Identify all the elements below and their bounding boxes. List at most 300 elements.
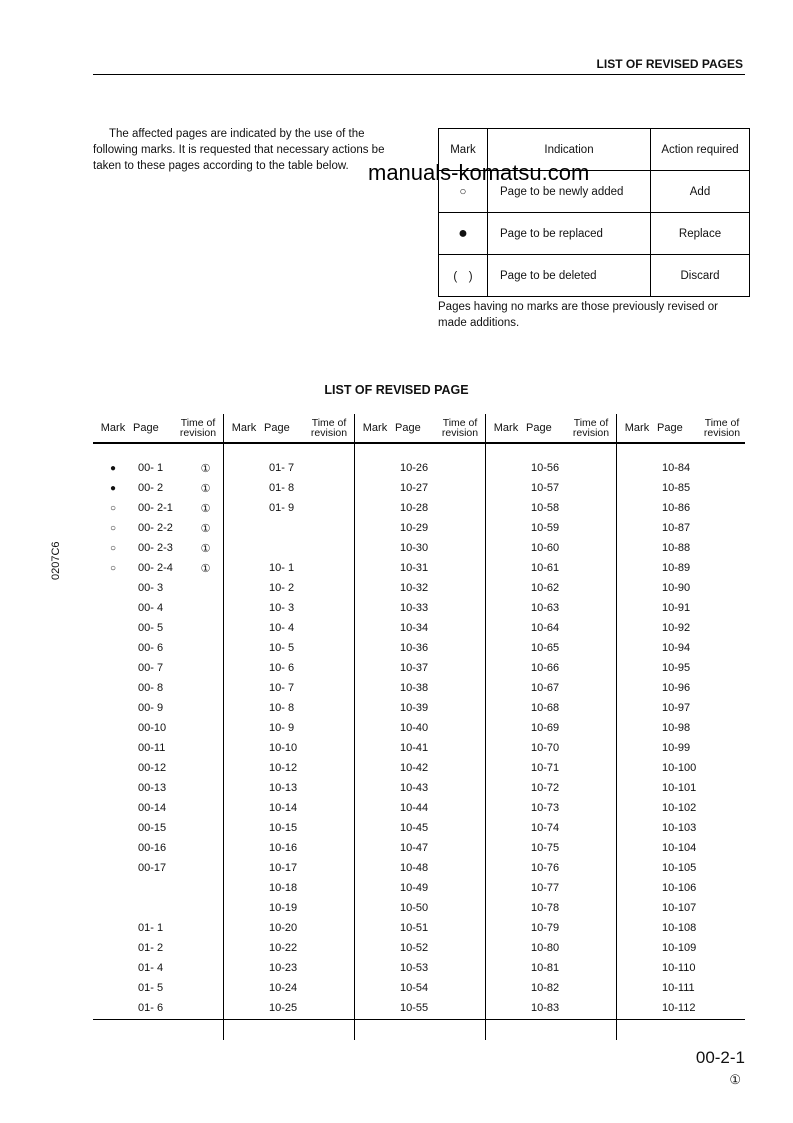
header-mark: Mark <box>493 422 519 434</box>
row-page: 00- 2-2 <box>138 522 173 534</box>
row-page: 10-87 <box>662 522 691 534</box>
row-page: 10-78 <box>531 902 560 914</box>
table-row <box>93 538 223 558</box>
table-row <box>486 678 616 698</box>
row-page: 10-91 <box>662 602 691 614</box>
table-row <box>486 958 616 978</box>
row-page: 10-14 <box>269 802 298 814</box>
row-page: 10- 1 <box>269 562 295 574</box>
row-page: 10-102 <box>662 802 697 814</box>
column-header <box>354 414 485 442</box>
table-row <box>355 758 485 778</box>
marks-table <box>438 128 750 297</box>
row-page: 01- 2 <box>138 942 164 954</box>
row-page: 10-39 <box>400 702 429 714</box>
table-row <box>224 878 354 898</box>
row-page: 10-53 <box>400 962 429 974</box>
row-page: 10- 6 <box>269 662 295 674</box>
row-page: 10-74 <box>531 822 560 834</box>
row-mark: ○ <box>109 522 117 534</box>
table-row <box>355 518 485 538</box>
row-page: 10-31 <box>400 562 429 574</box>
row-page: 10-107 <box>662 902 697 914</box>
row-page: 00- 7 <box>138 662 164 674</box>
table-row <box>224 978 354 998</box>
mark-action: Replace <box>651 213 750 255</box>
table-row <box>486 638 616 658</box>
table-row <box>93 738 223 758</box>
column-header <box>485 414 616 442</box>
row-page: 01- 4 <box>138 962 164 974</box>
row-page: 10-24 <box>269 982 298 994</box>
table-row <box>486 538 616 558</box>
page-column <box>223 444 354 1040</box>
table-row <box>617 458 747 478</box>
row-page: 10-98 <box>662 722 691 734</box>
row-page: 10-94 <box>662 642 691 654</box>
table-row <box>617 478 747 498</box>
table-row <box>355 818 485 838</box>
table-row <box>617 778 747 798</box>
table-row <box>486 618 616 638</box>
row-page: 00- 5 <box>138 622 164 634</box>
column-header <box>223 414 354 442</box>
table-row <box>224 958 354 978</box>
row-page: 10-18 <box>269 882 298 894</box>
row-page: 10-63 <box>531 602 560 614</box>
table-row <box>355 558 485 578</box>
table-row <box>224 618 354 638</box>
table-row <box>486 818 616 838</box>
column-header <box>616 414 747 442</box>
side-code: 0207C6 <box>50 541 62 580</box>
row-mark: ● <box>109 462 117 474</box>
table-row <box>93 818 223 838</box>
table-row <box>93 998 223 1018</box>
table-row <box>224 838 354 858</box>
table-row <box>617 878 747 898</box>
table-row <box>355 658 485 678</box>
mark-indication: Page to be newly added <box>488 171 651 213</box>
table-row <box>224 738 354 758</box>
row-page: 00- 9 <box>138 702 164 714</box>
row-page: 00- 8 <box>138 682 164 694</box>
revised-pages-grid <box>93 414 745 1040</box>
table-row <box>486 878 616 898</box>
table-row <box>93 758 223 778</box>
table-row <box>355 998 485 1018</box>
table-row <box>93 718 223 738</box>
table-row <box>355 578 485 598</box>
table-row <box>93 978 223 998</box>
row-page: 10-103 <box>662 822 697 834</box>
table-row <box>93 638 223 658</box>
row-page: 10-86 <box>662 502 691 514</box>
row-page: 10-70 <box>531 742 560 754</box>
grid-body <box>93 444 745 1040</box>
table-row <box>224 678 354 698</box>
table-row <box>224 998 354 1018</box>
header-page: Page <box>395 422 421 434</box>
header-page: Page <box>657 422 683 434</box>
row-page: 10-68 <box>531 702 560 714</box>
table-row <box>93 458 223 478</box>
table-row <box>93 918 223 938</box>
row-page: 10-75 <box>531 842 560 854</box>
mark-symbol: ( ) <box>439 255 488 297</box>
table-row <box>355 478 485 498</box>
row-page: 00-13 <box>138 782 167 794</box>
table-row <box>93 678 223 698</box>
row-page: 10-71 <box>531 762 560 774</box>
row-page: 10-34 <box>400 622 429 634</box>
row-page: 10-100 <box>662 762 697 774</box>
table-row <box>617 858 747 878</box>
table-row <box>93 658 223 678</box>
mark-symbol: ○ <box>439 171 488 213</box>
row-mark: ○ <box>109 542 117 554</box>
table-row <box>355 838 485 858</box>
row-page: 10-72 <box>531 782 560 794</box>
row-revision: ① <box>200 482 211 495</box>
header-time: Time of revision <box>703 417 741 439</box>
table-row <box>486 598 616 618</box>
table-row <box>486 478 616 498</box>
table-row <box>617 918 747 938</box>
table-row <box>355 738 485 758</box>
row-page: 10-32 <box>400 582 429 594</box>
row-page: 10-26 <box>400 462 429 474</box>
row-page: 10-76 <box>531 862 560 874</box>
row-page: 10-47 <box>400 842 429 854</box>
table-row <box>224 758 354 778</box>
header-time: Time of revision <box>310 417 348 439</box>
row-page: 00- 6 <box>138 642 164 654</box>
column-header <box>93 414 223 442</box>
marks-header-indication: Indication <box>488 129 651 171</box>
row-page: 01- 5 <box>138 982 164 994</box>
table-row <box>224 818 354 838</box>
mark-action: Add <box>651 171 750 213</box>
row-page: 10-40 <box>400 722 429 734</box>
table-row <box>486 558 616 578</box>
row-page: 10-109 <box>662 942 697 954</box>
row-page: 10-104 <box>662 842 697 854</box>
row-page: 10-16 <box>269 842 298 854</box>
table-row <box>93 498 223 518</box>
table-row <box>224 518 354 538</box>
watermark: manuals-komatsu.com <box>368 160 590 185</box>
table-row <box>486 978 616 998</box>
table-row <box>617 618 747 638</box>
mark-symbol: ● <box>439 213 488 255</box>
header-time: Time of revision <box>441 417 479 439</box>
table-row <box>486 918 616 938</box>
row-mark: ○ <box>109 502 117 514</box>
row-page: 00-12 <box>138 762 167 774</box>
revision-mark: ① <box>729 1072 741 1087</box>
note-text: Pages having no marks are those previously revised or made additions. <box>438 301 718 329</box>
row-page: 10-33 <box>400 602 429 614</box>
table-row <box>355 638 485 658</box>
table-row <box>617 558 747 578</box>
row-page: 00- 3 <box>138 582 164 594</box>
table-row <box>355 678 485 698</box>
row-page: 10-62 <box>531 582 560 594</box>
row-page: 10-106 <box>662 882 697 894</box>
table-row <box>617 638 747 658</box>
table-row <box>617 998 747 1018</box>
row-page: 10-52 <box>400 942 429 954</box>
row-page: 10-56 <box>531 462 560 474</box>
table-row <box>355 618 485 638</box>
row-page: 10-79 <box>531 922 560 934</box>
table-row <box>486 858 616 878</box>
row-page: 10-64 <box>531 622 560 634</box>
row-page: 10-73 <box>531 802 560 814</box>
table-row <box>617 538 747 558</box>
table-row <box>355 958 485 978</box>
row-page: 10-84 <box>662 462 691 474</box>
table-row <box>617 718 747 738</box>
table-row <box>355 598 485 618</box>
table-row <box>93 938 223 958</box>
table-row <box>486 698 616 718</box>
table-row <box>486 898 616 918</box>
row-page: 10-97 <box>662 702 691 714</box>
row-page: 10-69 <box>531 722 560 734</box>
intro-paragraph: The affected pages are indicated by the use of the following marks. It is requested that necessary actions be taken to these pages according to the table below. <box>93 128 385 172</box>
table-row <box>486 938 616 958</box>
header-page: Page <box>133 422 159 434</box>
row-page: 00- 2-4 <box>138 562 173 574</box>
table-row <box>224 698 354 718</box>
row-page: 10-80 <box>531 942 560 954</box>
row-page: 10-29 <box>400 522 429 534</box>
row-page: 10- 8 <box>269 702 295 714</box>
row-page: 10-49 <box>400 882 429 894</box>
mark-indication: Page to be replaced <box>488 213 651 255</box>
row-mark: ● <box>109 482 117 494</box>
table-row <box>617 758 747 778</box>
row-page: 00-16 <box>138 842 167 854</box>
row-page: 10-55 <box>400 1002 429 1014</box>
row-page: 10-89 <box>662 562 691 574</box>
row-page: 10-67 <box>531 682 560 694</box>
row-page: 00-11 <box>138 742 166 754</box>
row-page: 00- 2-3 <box>138 542 173 554</box>
row-page: 10-42 <box>400 762 429 774</box>
row-page: 00-14 <box>138 802 167 814</box>
row-page: 10- 9 <box>269 722 295 734</box>
row-revision: ① <box>200 562 211 575</box>
table-row <box>486 798 616 818</box>
row-page: 10-41 <box>400 742 429 754</box>
table-row <box>486 658 616 678</box>
table-row <box>355 918 485 938</box>
table-row <box>93 558 223 578</box>
table-row <box>617 578 747 598</box>
row-page: 10-25 <box>269 1002 298 1014</box>
table-row <box>486 738 616 758</box>
table-row <box>224 498 354 518</box>
table-row <box>617 958 747 978</box>
row-page: 10- 5 <box>269 642 295 654</box>
table-row <box>224 598 354 618</box>
table-row <box>617 678 747 698</box>
row-page: 00- 2-1 <box>138 502 173 514</box>
table-row <box>355 498 485 518</box>
row-page: 10-10 <box>269 742 298 754</box>
table-row <box>617 498 747 518</box>
table-row <box>224 918 354 938</box>
row-page: 01- 7 <box>269 462 295 474</box>
header-time: Time of revision <box>572 417 610 439</box>
row-page: 10-57 <box>531 482 560 494</box>
table-row <box>355 778 485 798</box>
row-page: 10-66 <box>531 662 560 674</box>
table-row <box>617 598 747 618</box>
row-page: 10-15 <box>269 822 298 834</box>
table-row <box>617 898 747 918</box>
table-row <box>617 698 747 718</box>
table-row <box>224 478 354 498</box>
header-page: Page <box>264 422 290 434</box>
row-revision: ① <box>200 462 211 475</box>
table-row <box>486 518 616 538</box>
table-row <box>355 798 485 818</box>
row-page: 10-111 <box>662 982 695 994</box>
row-page: 00- 4 <box>138 602 164 614</box>
table-row <box>224 538 354 558</box>
table-row <box>486 758 616 778</box>
row-page: 10-37 <box>400 662 429 674</box>
row-page: 10-92 <box>662 622 691 634</box>
table-row <box>617 738 747 758</box>
header-time: Time of revision <box>179 417 217 439</box>
table-row <box>486 498 616 518</box>
table-row <box>224 458 354 478</box>
table-row <box>224 558 354 578</box>
table-row <box>355 878 485 898</box>
row-page: 10-101 <box>662 782 697 794</box>
table-row <box>486 998 616 1018</box>
row-page: 10-19 <box>269 902 298 914</box>
table-row <box>355 978 485 998</box>
row-page: 10-27 <box>400 482 429 494</box>
list-title: LIST OF REVISED PAGE <box>324 383 469 397</box>
table-row <box>93 798 223 818</box>
table-row <box>224 658 354 678</box>
table-row <box>486 578 616 598</box>
row-page: 10-96 <box>662 682 691 694</box>
table-row <box>224 718 354 738</box>
row-page: 10-28 <box>400 502 429 514</box>
row-page: 10-59 <box>531 522 560 534</box>
table-row <box>617 838 747 858</box>
table-row <box>355 698 485 718</box>
row-page: 10-20 <box>269 922 298 934</box>
table-row <box>93 698 223 718</box>
table-row <box>486 458 616 478</box>
mark-indication: Page to be deleted <box>488 255 651 297</box>
row-page: 10-108 <box>662 922 697 934</box>
row-revision: ① <box>200 542 211 555</box>
table-row <box>617 798 747 818</box>
row-page: 10- 2 <box>269 582 295 594</box>
row-page: 10-105 <box>662 862 697 874</box>
row-page: 01- 9 <box>269 502 295 514</box>
header-mark: Mark <box>362 422 388 434</box>
row-page: 10-83 <box>531 1002 560 1014</box>
table-row <box>93 878 223 898</box>
table-row <box>93 598 223 618</box>
page-number: 00-2-1 <box>695 1048 745 1067</box>
row-page: 10-51 <box>400 922 429 934</box>
row-page: 10-85 <box>662 482 691 494</box>
row-page: 10-95 <box>662 662 691 674</box>
table-row <box>93 898 223 918</box>
row-page: 00- 1 <box>138 462 164 474</box>
row-page: 10-13 <box>269 782 298 794</box>
table-row <box>224 778 354 798</box>
table-row <box>93 478 223 498</box>
row-page: 10-99 <box>662 742 691 754</box>
table-row <box>355 898 485 918</box>
row-page: 10-23 <box>269 962 298 974</box>
page-header-title: LIST OF REVISED PAGES <box>596 57 743 71</box>
row-page: 10-48 <box>400 862 429 874</box>
row-page: 10-17 <box>269 862 298 874</box>
row-page: 00-17 <box>138 862 167 874</box>
row-page: 10- 3 <box>269 602 295 614</box>
table-row <box>224 938 354 958</box>
header-mark: Mark <box>231 422 257 434</box>
row-page: 00-10 <box>138 722 167 734</box>
row-page: 10-44 <box>400 802 429 814</box>
table-row <box>224 798 354 818</box>
table-row <box>355 538 485 558</box>
mark-action: Discard <box>651 255 750 297</box>
row-page: 10-90 <box>662 582 691 594</box>
row-page: 10-30 <box>400 542 429 554</box>
table-row <box>93 518 223 538</box>
table-row <box>224 898 354 918</box>
table-row <box>617 978 747 998</box>
row-page: 10-22 <box>269 942 298 954</box>
header-mark: Mark <box>624 422 650 434</box>
table-row <box>93 858 223 878</box>
row-page: 10- 4 <box>269 622 295 634</box>
table-row <box>617 658 747 678</box>
marks-header-mark: Mark <box>439 129 488 171</box>
table-row <box>355 718 485 738</box>
row-page: 10-43 <box>400 782 429 794</box>
row-page: 10-60 <box>531 542 560 554</box>
row-page: 10-54 <box>400 982 429 994</box>
page-column <box>93 444 223 1040</box>
row-page: 10-50 <box>400 902 429 914</box>
row-page: 10-45 <box>400 822 429 834</box>
row-page: 10-36 <box>400 642 429 654</box>
table-row <box>224 638 354 658</box>
table-row <box>355 938 485 958</box>
page-column <box>354 444 485 1040</box>
page-column <box>616 444 747 1040</box>
table-row <box>355 858 485 878</box>
table-row <box>93 578 223 598</box>
row-page: 10-58 <box>531 502 560 514</box>
